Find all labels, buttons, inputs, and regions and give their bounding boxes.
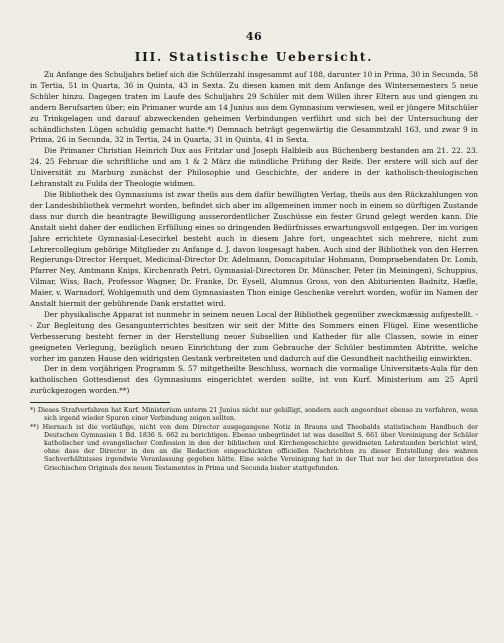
section-title: III. Statistische Uebersicht. <box>134 50 374 64</box>
paragraph-aula: Der in dem vorjährigen Programm S. 57 mitgetheilte Beschluss, wornach die vormalige Universitæts-Aula für den katholischen Gottesdienst des Gymnasiums eingerichtet werden sollte, ist von Kurf. Ministerium am 25 April zurückgezogen worden.**) <box>30 364 478 396</box>
paragraph-examination: Die Primaner Christian Heinrich Dux aus Fritzlar und Joseph Halbleib aus Büchenberg bestanden am 21. 22. 23. 24. 25 Februar die schriftliche und am 1 & 2 März die mündliche Prüfung der Reife. Der erstere will sich auf der Universität zu Marburg zunächst der Philosophie und Geschichte, der andere in der katholisch-theologischen Lehranstalt zu Fulda der Theologie widmen. <box>30 146 478 189</box>
main-text <box>30 70 478 397</box>
footnote-1: *) Dieses Strafverfahren hat Kurf. Ministerium unterm 21 Junius nicht nur gebilligt, sondern auch angeordnet ebenso zu verfahren, wenn sich irgend wieder Spuren einer Verbindung zeigen sollten. <box>30 407 478 423</box>
footnote-2: **) Hiernach ist die vorläufige, nicht von dem Director ausgegangene Notiz in Brauns und Theobalds statistischem Handbuch der Deutschen Gymnasien 1 Bd. 1836 S. 662 zu berichtigen. Ebenso unbegründet ist was daselbst S. 661 über Vereinigung der Schüler katholischer und evangelischer Confession in den der biblischen und Kirchengeschichte gewidmeten Lehrstunden berichtet wird, ohne dass der Director in den an die Redaction eingeschickten officiellen Nachrichten zu dieser Entstellung des wahren Sachverhältnisses irgendwie Veranlassung gegeben hätte. Eine solche Vereinigung hat in der That nur bei der Interpretation des Griechischen Originals des neuen Testamentes in Prima und Secunda bisher stattgefunden. <box>30 423 478 472</box>
page-number: 46 <box>245 30 263 43</box>
footnotes <box>30 407 478 473</box>
paragraph-enrollment: Zu Anfange des Schuljahrs belief sich die Schülerzahl insgesammt auf 188, darunter 10 in Prima, 30 in Secunda, 58 in Tertia, 51 in Quarta, 36 in Quinta, 43 in Sexta. Zu diesen kamen mit dem Anfange des Wintersemesters 5 neue Schüler hinzu. Dagegen traten im Laufe des Schuljahrs 29 Schüler mit dem Willen ihrer Eltern aus und giengen zu andern Berufsarten über; ein Primaner wurde am 14 Junius aus dem Gymnasium verwiesen, weil er jüngere Mitschüler zu Trinkgelagen und darauf abzweckenden geheimen Verbindungen verführt und sich bei der Untersuchung der schändlichsten Lügen schuldig gemacht hatte.*) Demnach beträgt gegenwärtig die Gesammtzahl 163, und zwar 9 in Prima, 26 in Secunda, 32 in Tertia, 24 in Quarta, 31 in Quinta, 41 in Sexta. <box>30 70 478 145</box>
paragraph-library: Die Bibliothek des Gymnasiums ist zwar theils aus dem dafür bewilligten Verlag, theils aus den Rückzahlungen von der Landesbibliothek vermehrt worden, befindet sich aber im allgemeinen immer noch in einem so dürftigen Zustande dass nur durch die beantragte Bewilligung ausserordentlicher Zuschüsse ein fester Grund gelegt werden kann. Die Anstalt sieht daher der endlichen Erfüllung eines so dringenden Bedürfnisses erwartungsvoll entgegen. Der im vorigen Jahre errichtete Gymnasial-Lesecirkel besteht auch in diesem Jahre fort, ungeachtet sich mehrere, nicht zum Lehrercollegium gehörige Mitglieder zu Anfange d. J. davon losgesagt haben. Auch sind der Bibliothek von den Herren Regierungs-Director Herquet, Medicinal-Director Dr. Adelmann, Domcapitular Hohmann, Dompraebendaten Dr. Lomb, Pfarrer Ney, Amtmann Knips, Kirchenrath Petri, Gymnasial-Directoren Dr. Münscher, Peter (in Meiningen), Schuppius, Vilmar, Wiss, Bach, Professor Wagner, Dr. Franke, Dr. Eysell, Alumnus Gross, von den Abiturienten Badnitz, Hæfle, Maier, v. Warnsdorf, Wohlgemuth und dem Gymnasiasten Thon einige Geschenke verehrt worden, wofür im Namen der Anstalt hiermit der gebührende Dank erstattet wird. <box>30 189 478 309</box>
footnote-divider <box>30 402 170 403</box>
paragraph-apparatus: Der physikalische Apparat ist nunmehr in seinem neuen Local der Bibliothek gegenüber zweckmæssig aufgestellt. - - Zur Begleitung des Gesangunterrichtes besitzen wir seit der Mitte des Sommers einen Flügel. Eine wesentliche Verbesserung besteht ferner in der Herstellung neuer Subsellien und Katheder für alle Classen, sowie in einer geeigneten Verlegung, bezüglich neuen Einrichtung der zum Gebrauche der Schüler bestimmten Abtritte, welche vorher im ganzen Hause den widrigsten Gestank verbreiteten und dadurch auf die Gesundheit nachtheilig einwirkten. <box>30 309 478 363</box>
